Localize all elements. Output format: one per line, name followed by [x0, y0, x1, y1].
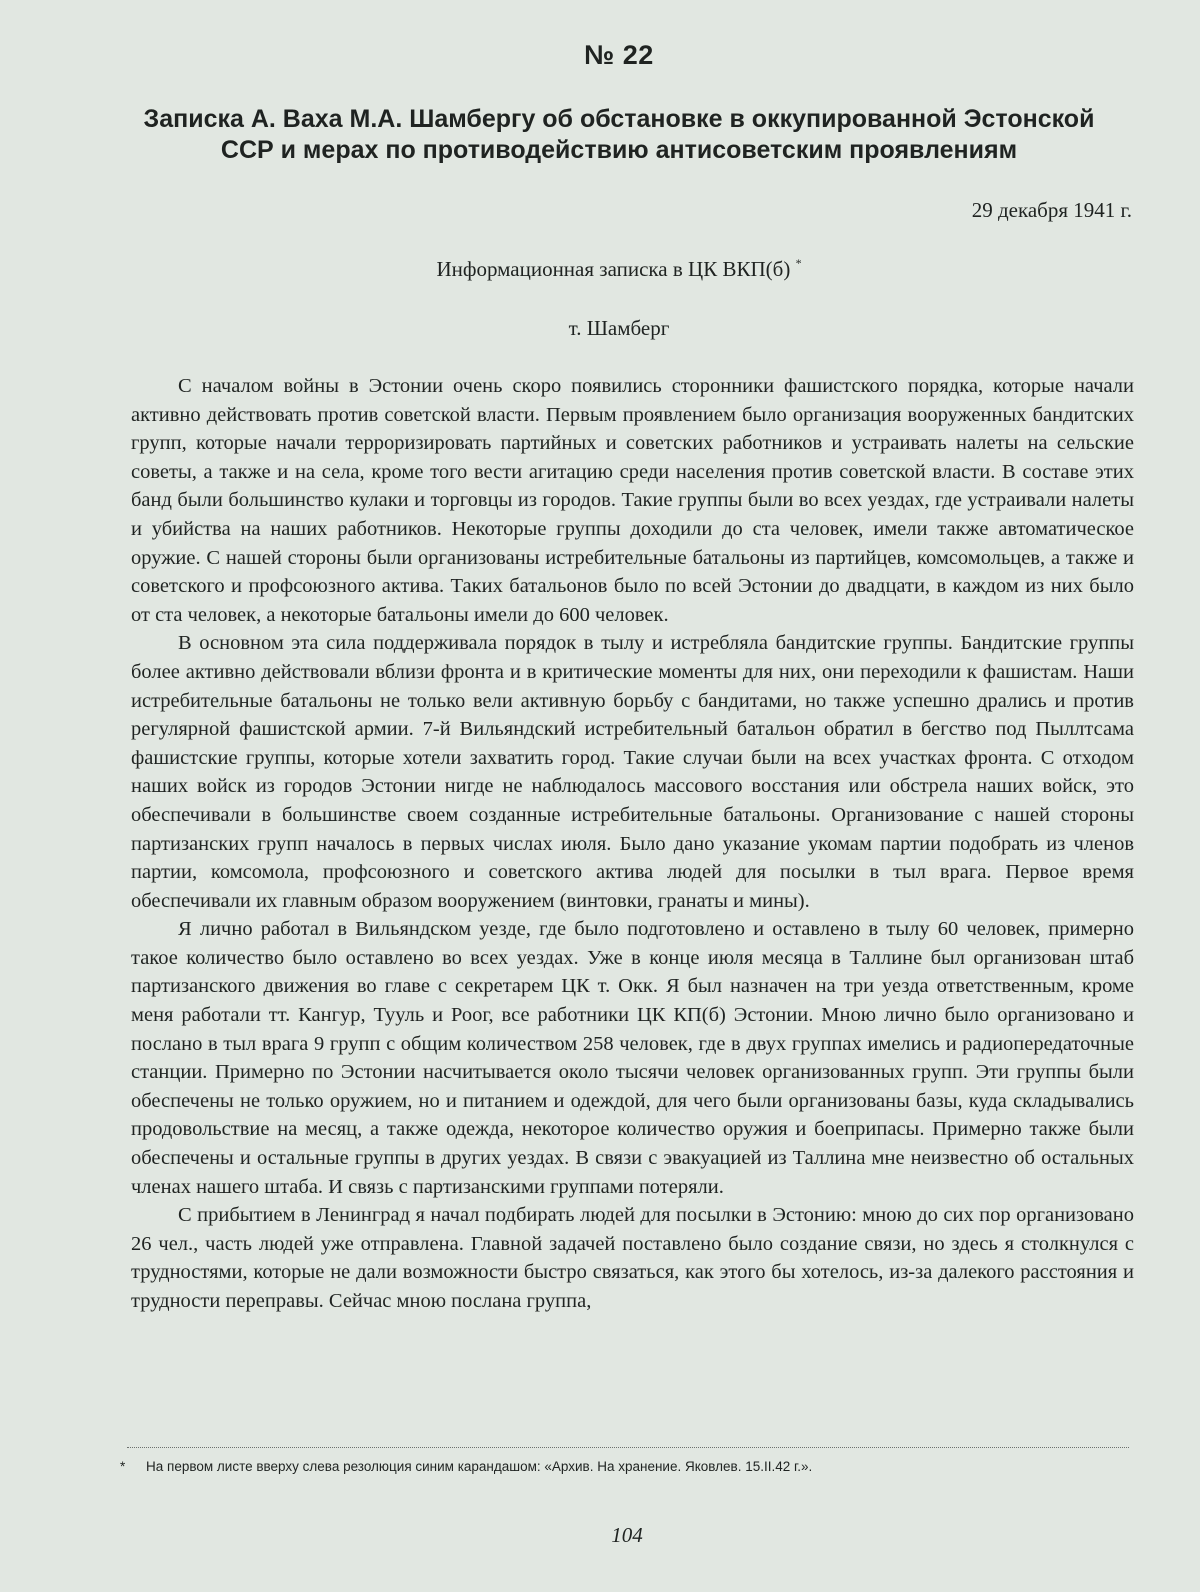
footnote-mark: *	[120, 1459, 126, 1474]
footnote	[120, 1459, 1120, 1474]
document-addressee: т. Шамберг	[568, 316, 670, 340]
document-date: 29 декабря 1941 г.	[971, 198, 1132, 222]
body-paragraph: С прибытием в Ленинград я начал подбирать людей для посылки в Эстонию: мною до сих пор организовано 26 чел., часть людей уже отправлена. Главной задачей поставлено было создание связи, но здесь я столкнулся с трудностями, которые не дали возможности быстро связаться, как этого бы хотелось, из-за далекого расстояния и трудности переправы. Сейчас мною послана группа,	[131, 1204, 1134, 1312]
document-subtitle-text: Информационная записка в ЦК ВКП(б)	[436, 257, 791, 281]
footnote-reference[interactable]: *	[795, 256, 802, 270]
document-subtitle	[0, 256, 1200, 282]
document-title: Записка А. Ваха М.А. Шамбергу об обстановке в оккупированной Эстонской ССР и мерах по противодействию антисоветским проявлениям	[143, 105, 1095, 164]
footnote-text: На первом листе вверху слева резолюция синим карандашом: «Архив. На хранение. Яковлев. 15.II.42 г.».	[146, 1459, 813, 1474]
document-body	[131, 372, 1134, 1316]
body-paragraph: Я лично работал в Вильяндском уезде, где было подготовлено и оставлено в тылу 60 человек, примерно такое количество было оставлено во всех уездах. Уже в конце июля месяца в Таллине был организован штаб партизанского движения во главе с секретарем ЦК т. Окк. Я был назначен на три уезда ответственным, кроме меня работали тт. Кангур, Тууль и Роог, все работники ЦК КП(б) Эстонии. Мною лично было организовано и послано в тыл врага 9 групп с общим количеством 258 человек, где в двух группах имелись и радиопередаточные станции. Примерно по Эстонии насчитывается около тысячи человек организованных групп. Эти группы были обеспечены не только оружием, но и питанием и одеждой, для чего были организованы базы, куда складывались продовольствие на месяц, а также одежда, некоторое количество оружия и боеприпасы. Примерно также были обеспечены и остальные группы в других уездах. В связи с эвакуацией из Таллина мне неизвестно об остальных членах нашего штаба. И связь с партизанскими группами потеряли.	[131, 918, 1134, 1198]
body-paragraph: В основном эта сила поддерживала порядок в тылу и истребляла бандитские группы. Бандитские группы более активно действовали вблизи фронта и в критические моменты для них, они переходили к фашистам. Наши истребительные батальоны не только вели активную борьбу с бандитами, но также успешно дрались и против регулярной фашистской армии. 7-й Вильяндский истребительный батальон обратил в бегство под Пыллтсама фашистские группы, которые хотели захватить город. Такие случаи были на всех участках фронта. С отходом наших войск из городов Эстонии нигде не наблюдалось массового восстания или обстрела наших войск, это обеспечивали в большинстве своем созданные истребительные батальоны. Организование с нашей стороны партизанских групп началось в первых числах июля. Было дано указание укомам партии подобрать из членов партии, комсомола, профсоюзного и советского актива людей для посылки в тыл врага. Первое время обеспечивали их главным образом вооружением (винтовки, гранаты и мины).	[131, 632, 1134, 912]
page-number: 104	[611, 1523, 643, 1547]
footnote-divider	[127, 1447, 1129, 1448]
body-paragraph: С началом войны в Эстонии очень скоро появились сторонники фашистского порядка, которые начали активно действовать против советской власти. Первым проявлением было организация вооруженных бандитских групп, которые начали терроризировать партийных и советских работников и устраивать налеты на сельские советы, а также и на села, кроме того вести агитацию среди населения против советской власти. В составе этих банд были большинство кулаки и торговцы из городов. Такие группы были во всех уездах, где устраивали налеты и убийства на наших работников. Некоторые группы доходили до ста человек, имели также автоматическое оружие. С нашей стороны были организованы истребительные батальоны из партийцев, комсомольцев, а также и советского и профсоюзного актива. Таких батальонов было по всей Эстонии до двадцати, в каждом из них было от ста человек, а некоторые батальоны имели до 600 человек.	[131, 375, 1134, 626]
document-number: № 22	[584, 40, 654, 70]
